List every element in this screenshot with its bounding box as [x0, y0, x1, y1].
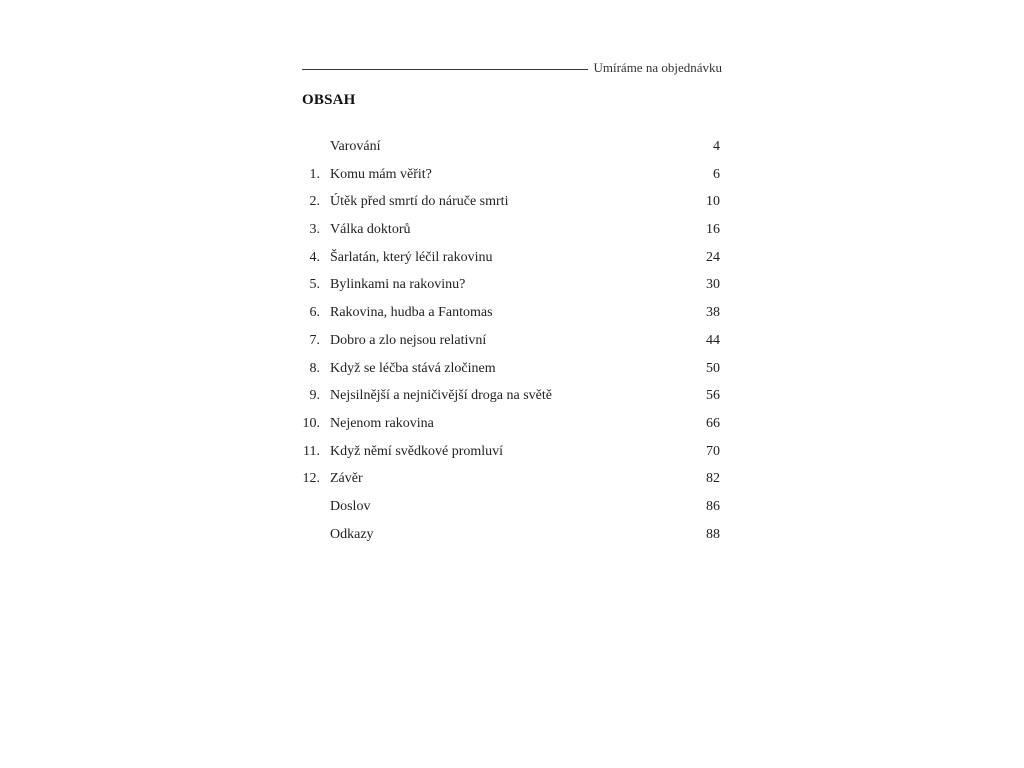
toc-page-number: 4	[713, 139, 720, 154]
toc-page-number: 24	[706, 249, 720, 265]
running-head	[302, 58, 722, 82]
toc-title: Když němí svědkové promluví	[330, 443, 504, 459]
toc-page-number: 56	[706, 388, 720, 404]
toc-number: 5.	[309, 277, 320, 293]
toc-number: 11.	[303, 443, 320, 459]
toc-number: 8.	[309, 360, 320, 376]
toc-title: Šarlatán, který léčil rakovinu	[330, 249, 493, 265]
toc-title: Nejenom rakovina	[330, 415, 434, 431]
toc-number: 4.	[309, 249, 320, 265]
toc-entry	[302, 442, 722, 470]
toc-entry	[302, 248, 722, 276]
toc-title: Rakovina, hudba a Fantomas	[330, 305, 493, 321]
toc-entry	[302, 359, 722, 387]
toc-page-number: 10	[706, 194, 720, 210]
toc-title: Odkazy	[330, 526, 374, 542]
toc-number: 1.	[309, 166, 320, 182]
toc-title: Útěk před smrtí do náruče smrti	[330, 194, 509, 210]
toc-entry	[302, 414, 722, 442]
toc-entry	[302, 497, 722, 525]
header-rule	[302, 69, 588, 70]
toc-entry	[302, 220, 722, 248]
toc-title: Komu mám věřit?	[330, 166, 432, 182]
toc-title: Dobro a zlo nejsou relativní	[330, 332, 487, 348]
toc-title: Závěr	[330, 471, 363, 487]
running-head-title: Umíráme na objednávku	[593, 60, 722, 75]
toc-number: 9.	[309, 388, 320, 404]
toc-page-number: 70	[706, 443, 720, 459]
toc-entry	[302, 192, 722, 220]
toc-number: 7.	[309, 332, 320, 348]
toc-title: Když se léčba stává zločinem	[330, 360, 496, 376]
toc-page-number: 44	[706, 332, 720, 348]
toc-page-number: 66	[706, 415, 720, 431]
toc-page-number: 50	[706, 360, 720, 376]
toc-entry	[302, 469, 722, 497]
toc-title: Nejsilnější a nejničivější droga na světě	[330, 388, 552, 404]
toc-number: 2.	[309, 194, 320, 210]
toc-title: Bylinkami na rakovinu?	[330, 277, 466, 293]
toc-number: 6.	[309, 305, 320, 321]
toc-number: 12.	[302, 471, 320, 487]
toc-page-number: 30	[706, 277, 720, 293]
toc-number: 3.	[309, 222, 320, 238]
contents-heading: OBSAH	[302, 92, 356, 108]
toc-entry	[302, 165, 722, 193]
toc-entry	[302, 303, 722, 331]
table-of-contents	[302, 137, 722, 552]
toc-entry	[302, 137, 722, 165]
toc-page-number: 82	[706, 471, 720, 487]
toc-page-number: 86	[706, 498, 720, 514]
toc-title: Válka doktorů	[330, 222, 411, 238]
toc-entry	[302, 525, 722, 553]
toc-page-number: 16	[706, 222, 720, 238]
toc-page-number: 88	[706, 526, 720, 542]
toc-title: Varování	[330, 139, 381, 154]
toc-page-number: 6	[713, 166, 720, 182]
toc-page-number: 38	[706, 305, 720, 321]
toc-entry	[302, 386, 722, 414]
toc-entry	[302, 275, 722, 303]
toc-number: 10.	[302, 415, 320, 431]
toc-title: Doslov	[330, 498, 371, 514]
toc-entry	[302, 331, 722, 359]
